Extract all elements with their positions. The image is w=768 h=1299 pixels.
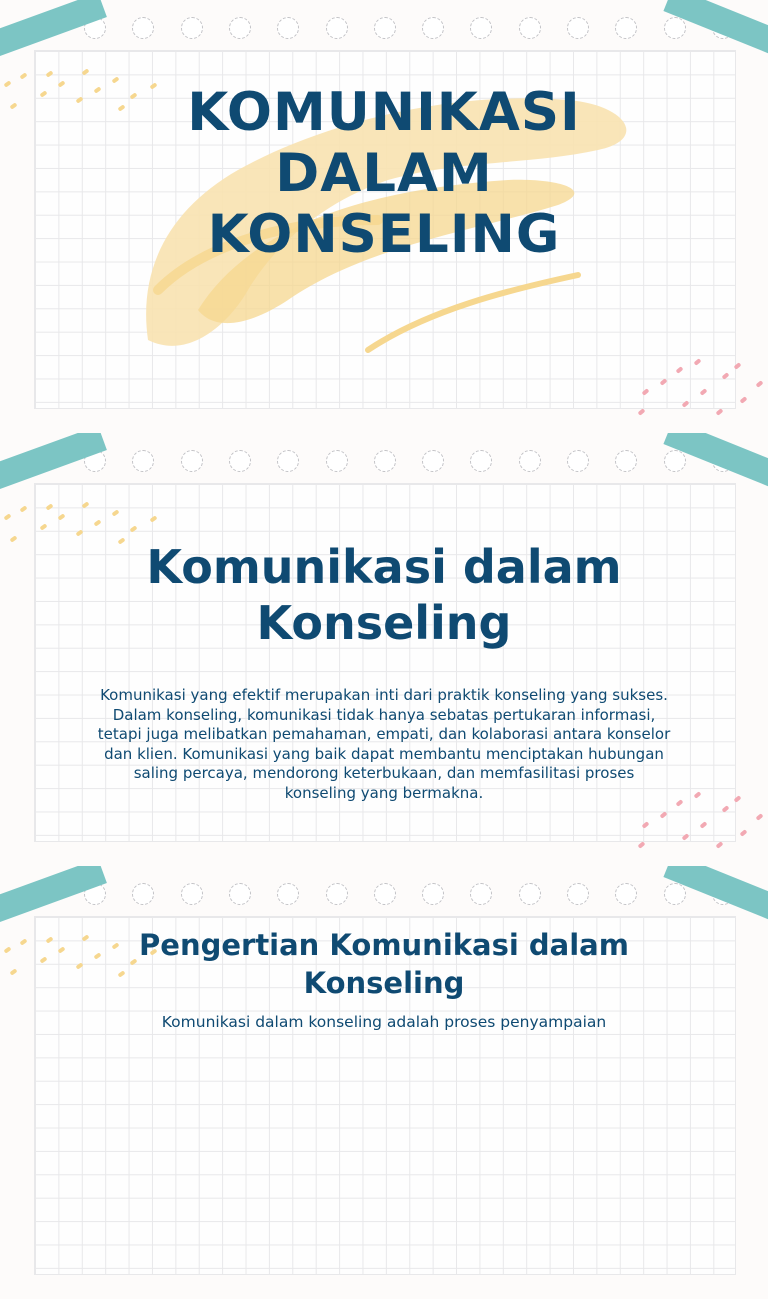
confetti-dot bbox=[39, 90, 47, 97]
confetti-dot bbox=[734, 362, 742, 370]
confetti-dot bbox=[700, 821, 708, 829]
confetti-dot bbox=[716, 408, 724, 416]
confetti-dot bbox=[45, 70, 53, 77]
confetti-dot bbox=[111, 509, 119, 516]
confetti-dot bbox=[3, 513, 11, 520]
binder-hole bbox=[229, 17, 251, 39]
binder-hole bbox=[229, 450, 251, 472]
slide-cover bbox=[0, 0, 768, 433]
confetti-dot bbox=[682, 833, 690, 841]
binder-hole bbox=[326, 17, 348, 39]
confetti-dot bbox=[740, 396, 748, 404]
binder-hole bbox=[132, 450, 154, 472]
confetti-dot bbox=[45, 503, 53, 510]
confetti-dot bbox=[39, 523, 47, 530]
binder-hole bbox=[132, 883, 154, 905]
confetti-dot bbox=[111, 76, 119, 83]
confetti-dot bbox=[93, 519, 101, 526]
binder-hole bbox=[615, 450, 637, 472]
confetti-dot bbox=[734, 795, 742, 803]
confetti-dot bbox=[93, 86, 101, 93]
binder-hole bbox=[277, 450, 299, 472]
confetti-dot bbox=[700, 388, 708, 396]
confetti-dot bbox=[642, 388, 650, 396]
binder-hole bbox=[567, 450, 589, 472]
confetti-dot bbox=[694, 358, 702, 366]
confetti-dot bbox=[3, 946, 11, 953]
binder-holes bbox=[0, 883, 768, 907]
confetti-dot bbox=[694, 791, 702, 799]
binder-hole bbox=[470, 883, 492, 905]
binder-hole bbox=[422, 17, 444, 39]
slide-intro bbox=[0, 433, 768, 866]
binder-hole bbox=[422, 450, 444, 472]
binder-hole bbox=[326, 450, 348, 472]
confetti-dot bbox=[3, 80, 11, 87]
confetti-dot bbox=[716, 841, 724, 849]
binder-hole bbox=[374, 17, 396, 39]
binder-hole bbox=[374, 883, 396, 905]
binder-hole bbox=[181, 17, 203, 39]
confetti-dot bbox=[19, 72, 27, 79]
binder-hole bbox=[132, 17, 154, 39]
slide-definition bbox=[0, 866, 768, 1299]
binder-hole bbox=[229, 883, 251, 905]
binder-hole bbox=[326, 883, 348, 905]
confetti-dot bbox=[81, 501, 89, 508]
confetti-dot bbox=[676, 799, 684, 807]
binder-hole bbox=[567, 883, 589, 905]
binder-hole bbox=[519, 883, 541, 905]
confetti-dot bbox=[149, 515, 157, 522]
confetti-dot bbox=[638, 408, 646, 416]
confetti-dot bbox=[129, 525, 137, 532]
confetti-dot bbox=[9, 102, 17, 109]
confetti-dot bbox=[638, 841, 646, 849]
confetti-dot bbox=[722, 372, 730, 380]
binder-hole bbox=[567, 17, 589, 39]
dots-pink bbox=[630, 360, 768, 420]
binder-hole bbox=[470, 450, 492, 472]
confetti-dot bbox=[75, 96, 83, 103]
confetti-dot bbox=[57, 80, 65, 87]
confetti-dot bbox=[722, 805, 730, 813]
confetti-dot bbox=[19, 505, 27, 512]
confetti-dot bbox=[81, 68, 89, 75]
binder-hole bbox=[181, 450, 203, 472]
binder-holes bbox=[0, 17, 768, 41]
slide-body: Komunikasi dalam konseling adalah proses penyampaian bbox=[161, 1013, 607, 1031]
binder-hole bbox=[470, 17, 492, 39]
confetti-dot bbox=[642, 821, 650, 829]
binder-hole bbox=[422, 883, 444, 905]
slide-title: Pengertian Komunikasi dalam Konseling bbox=[139, 928, 629, 1000]
binder-hole bbox=[374, 450, 396, 472]
confetti-dot bbox=[740, 829, 748, 837]
cover-title: KOMUNIKASI DALAM KONSELING bbox=[187, 82, 581, 265]
confetti-dot bbox=[660, 811, 668, 819]
confetti-dot bbox=[45, 936, 53, 943]
binder-hole bbox=[519, 17, 541, 39]
binder-hole bbox=[277, 17, 299, 39]
confetti-dot bbox=[756, 813, 764, 821]
confetti-dot bbox=[75, 529, 83, 536]
binder-hole bbox=[181, 883, 203, 905]
binder-hole bbox=[664, 883, 686, 905]
confetti-dot bbox=[9, 968, 17, 975]
binder-holes bbox=[0, 450, 768, 474]
confetti-dot bbox=[19, 938, 27, 945]
confetti-dot bbox=[682, 400, 690, 408]
binder-hole bbox=[664, 17, 686, 39]
confetti-dot bbox=[756, 380, 764, 388]
confetti-dot bbox=[9, 535, 17, 542]
confetti-dot bbox=[660, 378, 668, 386]
slide-title: Komunikasi dalam Konseling bbox=[146, 540, 622, 650]
confetti-dot bbox=[39, 956, 47, 963]
binder-hole bbox=[664, 450, 686, 472]
confetti-dot bbox=[57, 513, 65, 520]
binder-hole bbox=[615, 17, 637, 39]
confetti-dot bbox=[676, 366, 684, 374]
binder-hole bbox=[519, 450, 541, 472]
binder-hole bbox=[277, 883, 299, 905]
slide-body: Komunikasi yang efektif merupakan inti dari praktik konseling yang sukses. Dalam konseling, komunikasi tidak hanya sebatas pertukaran informasi, tetapi juga melibatkan pemahaman, empati, dan kolaborasi antara konselor dan klien. Komunikasi yang baik dapat membantu menciptakan hubungan saling percaya, mendorong keterbukaan, dan memfasilitasi proses konseling yang bermakna. bbox=[97, 686, 671, 802]
binder-hole bbox=[615, 883, 637, 905]
